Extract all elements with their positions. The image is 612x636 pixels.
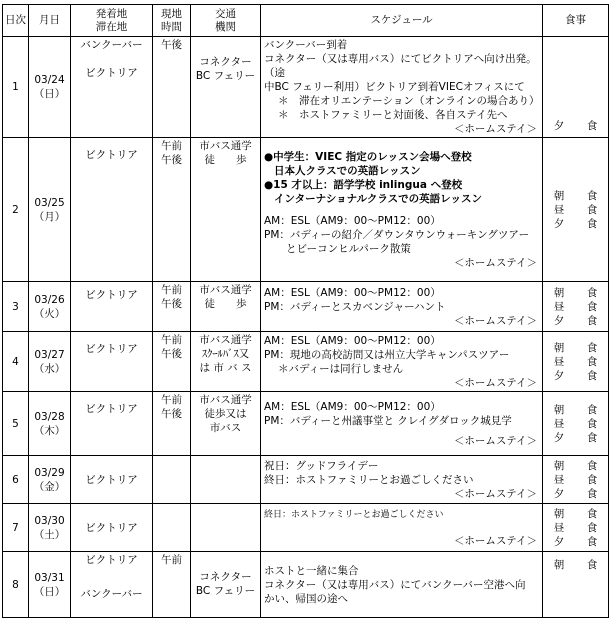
homestay-label: ＜ホームステイ＞: [453, 434, 537, 447]
date-cell: 03/25 （月）: [29, 138, 71, 282]
transport-cell: [191, 456, 261, 504]
date-cell: 03/29 （金）: [29, 456, 71, 504]
time-cell: 午前 午後: [153, 138, 191, 282]
place-cell: ビクトリア: [71, 504, 153, 552]
date-cell: 03/26 （火）: [29, 282, 71, 332]
table-row: [3, 37, 609, 138]
table-row: [3, 138, 609, 282]
meals-cell: 朝 食 昼 食 夕 食: [543, 138, 609, 282]
date-cell: 03/31 （日）: [29, 552, 71, 618]
schedule-cell: 終日：ホストファミリーとお過ごしください ＜ホームステイ＞: [261, 504, 543, 552]
date-cell: 03/24 （日）: [29, 37, 71, 138]
homestay-label: ＜ホームステイ＞: [453, 123, 537, 135]
place-cell: ビクトリア: [71, 456, 153, 504]
schedule-cell: ホストと一緒に集合 コネクター（又は専用バス）にてバンクーバー空港へ向 かい、帰国の途へ: [261, 552, 543, 618]
day-number: 4: [3, 332, 29, 392]
header-transport: 交通 機関: [191, 5, 261, 37]
schedule-cell: AM：ESL（AM9：00～PM12：00） PM：バディーとスカベンジャーハント ＜ホームステイ＞: [261, 282, 543, 332]
table-row: [3, 456, 609, 504]
homestay-label: ＜ホームステイ＞: [453, 376, 537, 389]
header-local-time: 現地 時間: [153, 5, 191, 37]
meals-cell: 朝 食 昼 食 夕 食: [543, 282, 609, 332]
header-schedule: スケジュール: [261, 5, 543, 37]
homestay-label: ＜ホームステイ＞: [453, 487, 537, 500]
place-cell: バンクーバー ビクトリア: [71, 37, 153, 138]
homestay-label: ＜ホームステイ＞: [453, 256, 537, 269]
day-number: 8: [3, 552, 29, 618]
homestay-label: ＜ホームステイ＞: [453, 534, 537, 547]
time-cell: 午前 午後: [153, 332, 191, 392]
schedule-cell: ●中学生：VIEC 指定のレッスン会場へ登校 日本人クラスでの英語レッスン ●15 才以上：語学学校 inlingua へ登校 インターナショナルクラスでの英語レッスン AM：ESL（AM9：00～PM12：00） PM：バディーの紹介／ダウンタウンウォーキングツアー とビーコンヒルパーク散策 ＜ホームステイ＞: [261, 138, 543, 282]
day-number: 2: [3, 138, 29, 282]
transport-cell: 市バス通学 徒 歩: [191, 282, 261, 332]
table-row: [3, 552, 609, 618]
schedule-table: [2, 4, 609, 618]
meals-cell: 夕 食: [543, 37, 609, 138]
header-date: 月日: [29, 5, 71, 37]
place-cell: ビクトリア バンクーバー: [71, 552, 153, 618]
header-place: 発着地 滞在地: [71, 5, 153, 37]
time-cell: 午前 午後: [153, 282, 191, 332]
time-cell: [153, 504, 191, 552]
meals-cell: 朝 食 昼 食 夕 食: [543, 504, 609, 552]
table-row: [3, 332, 609, 392]
place-cell: ビクトリア: [71, 332, 153, 392]
place-cell: ビクトリア: [71, 138, 153, 282]
meals-cell: 朝 食: [543, 552, 609, 618]
time-cell: 午後: [153, 37, 191, 138]
time-cell: 午前: [153, 552, 191, 618]
day-number: 7: [3, 504, 29, 552]
header-meals: 食事: [543, 5, 609, 37]
date-cell: 03/27 （水）: [29, 332, 71, 392]
time-cell: 午前 午後: [153, 392, 191, 456]
date-cell: 03/30 （土）: [29, 504, 71, 552]
transport-cell: 市バス通学 徒 歩: [191, 138, 261, 282]
schedule-cell: 祝日：グッドフライデー 終日：ホストファミリーとお過ごしください ＜ホームステイ＞: [261, 456, 543, 504]
place-cell: ビクトリア: [71, 282, 153, 332]
schedule-cell: AM：ESL（AM9：00～PM12：00） PM：バディーと州議事堂と クレイグダロック城見学 ＜ホームステイ＞: [261, 392, 543, 456]
transport-cell: 市バス通学 ｽｸｰﾙﾊﾞｽ又 は 市 バ ス: [191, 332, 261, 392]
meals-cell: 朝 食 昼 食 夕 食: [543, 392, 609, 456]
time-cell: [153, 456, 191, 504]
meals-cell: 朝 食 昼 食 夕 食: [543, 456, 609, 504]
transport-cell: [191, 504, 261, 552]
table-row: [3, 504, 609, 552]
day-number: 3: [3, 282, 29, 332]
table-row: [3, 282, 609, 332]
schedule-cell: AM：ESL（AM9：00～PM12：00） PM：現地の高校訪問又は州立大学キャンパスツアー ＊バディーは同行しません ＜ホームステイ＞: [261, 332, 543, 392]
meals-cell: 朝 食 昼 食 夕 食: [543, 332, 609, 392]
header-day: 日次: [3, 5, 29, 37]
homestay-label: ＜ホームステイ＞: [453, 314, 537, 327]
place-cell: ビクトリア: [71, 392, 153, 456]
transport-cell: コネクター BC フェリー: [191, 37, 261, 138]
day-number: 5: [3, 392, 29, 456]
date-cell: 03/28 （木）: [29, 392, 71, 456]
table-row: [3, 392, 609, 456]
transport-cell: 市バス通学 徒歩又は 市バス: [191, 392, 261, 456]
day-number: 6: [3, 456, 29, 504]
schedule-cell: バンクーバー到着 コネクター（又は専用バス）にてビクトリアへ向け出発。（途 中BC フェリー利用）ビクトリア到着VIECオフィスにて ＊ 滞在オリエンテーション（オンラインの場合あり） ＊ ホストファミリーと対面後、各自ステイ先へ ＜ホームステイ＞: [261, 37, 543, 138]
day-number: 1: [3, 37, 29, 138]
header-row: [3, 5, 609, 37]
transport-cell: コネクター BC フェリー: [191, 552, 261, 618]
